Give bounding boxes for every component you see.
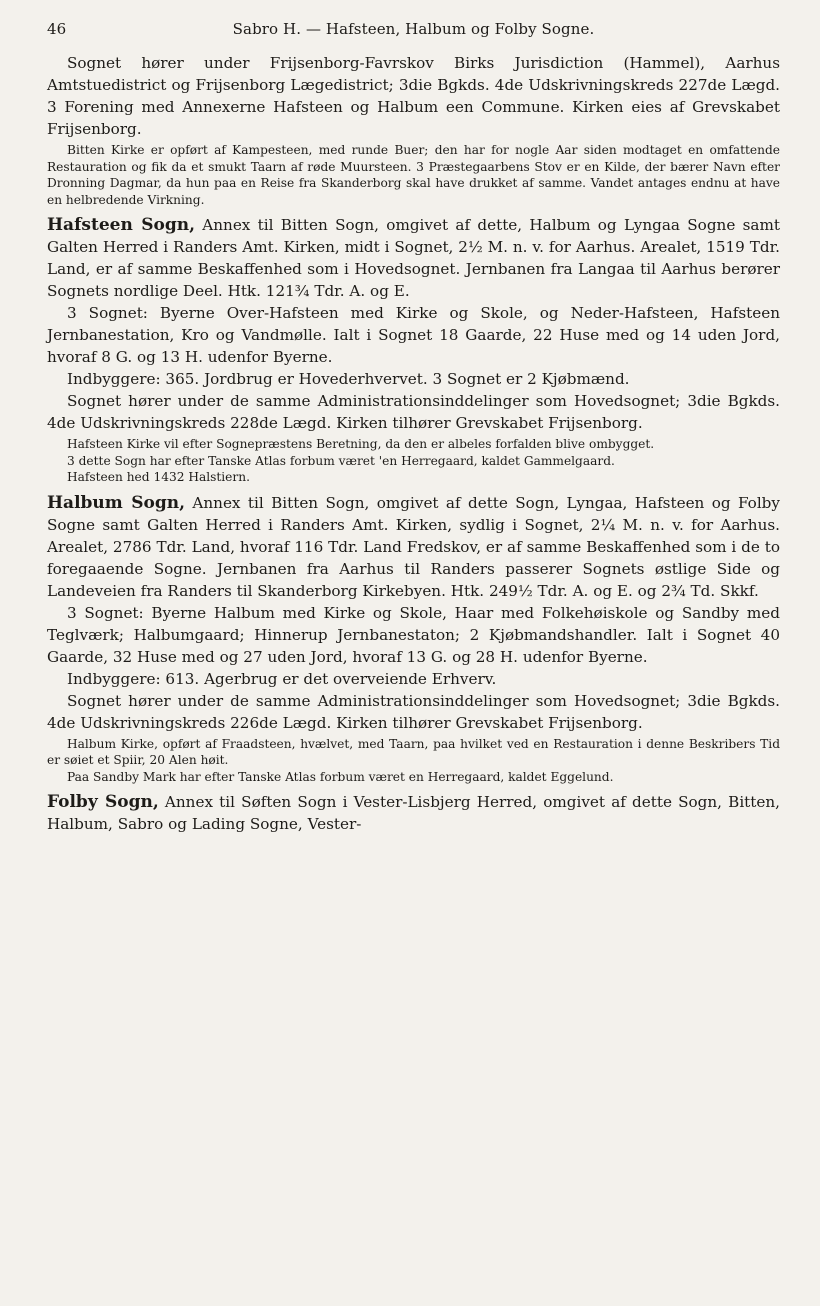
hafsteen-headword: Hafsteen Sogn, bbox=[47, 215, 195, 235]
hafsteen-villages-paragraph: 3 Sognet: Byerne Over-Hafsteen med Kirke og Skole, og Neder-Hafsteen, Hafsteen Jernbanestation, Kro og Vandmølle. Ialt i Sognet 18 Gaarde, 22 Huse med og 14 uden Jord, hvoraf 8 G. og 13 H. udenfor Byerne. bbox=[47, 304, 780, 366]
page-header bbox=[47, 18, 780, 44]
page-body bbox=[47, 52, 780, 835]
hafsteen-entry-text: Annex til Bitten Sogn, omgivet af dette, Halbum og Lyngaa Sogne samt Galten Herred i Randers Amt. Kirken, midt i Sognet, 2½ M. n. v. for Aarhus. Arealet, 1519 Tdr. Land, er af samme Beskaffenhed som i Hovedsognet. Jernbanen fra Langaa til Aarhus berører Sognets nordlige Deel. Htk. 121¾ Tdr. A. og E. bbox=[47, 216, 780, 300]
running-title: Sabro H. — Hafsteen, Halbum og Folby Sogne. bbox=[232, 20, 595, 38]
hafsteen-manor-note: 3 dette Sogn har efter Tanske Atlas forbum været 'en Herregaard, kaldet Gammelgaard. bbox=[67, 453, 615, 468]
hafsteen-admin-paragraph: Sognet hører under de samme Administrationsinddelinger som Hovedsognet; 3die Bgkds. 4de Udskrivningskreds 228de Lægd. Kirken tilhører Grevskabet Frijsenborg. bbox=[47, 392, 780, 432]
halbum-villages-paragraph: 3 Sognet: Byerne Halbum med Kirke og Skole, Haar med Folkehøiskole og Sandby med Teglværk; Halbumgaard; Hinnerup Jernbanestaton; 2 Kjøbmandshandler. Ialt i Sognet 40 Gaarde, 32 Huse med og 27 uden Jord, hvoraf 13 G. og 28 H. udenfor Byerne. bbox=[47, 603, 780, 666]
halbum-church-note: Halbum Kirke, opført af Fraadsteen, hvælvet, med Taarn, paa hvilket ved en Restauration i denne Beskribers Tid er søiet et Spiir, 20 Alen høit. bbox=[47, 736, 780, 767]
hafsteen-population-paragraph: Indbyggere: 365. Jordbrug er Hovederhvervet. 3 Sognet er 2 Kjøbmænd. bbox=[67, 370, 630, 388]
halbum-population-paragraph: Indbyggere: 613. Agerbrug er det overveiende Erhverv. bbox=[67, 669, 497, 688]
halbum-entry-text: Annex til Bitten Sogn, omgivet af dette Sogn, Lyngaa, Hafsteen og Folby Sogne samt Galten Herred i Randers Amt. Kirken, sydlig i Sognet, 2¼ M. n. v. for Aarhus. Arealet, 2786 Tdr. Land, hvoraf 116 Tdr. Land Fredskov, er af samme Beskaffenhed som i de to foregaaende Sogne. Jernbanen fra Aarhus til Randers passerer Sognets østlige Side og Landeveien fra Randers til Skanderborg Kirkebyen. Htk. 249½ Tdr. A. og E. og 2¾ Td. Skkf. bbox=[47, 493, 780, 600]
halbum-entry bbox=[47, 492, 780, 602]
halbum-admin-paragraph: Sognet hører under de samme Administrationsinddelinger som Hovedsognet; 3die Bgkds. 4de Udskrivningskreds 226de Lægd. Kirken tilhører Grevskabet Frijsenborg. bbox=[47, 691, 780, 732]
hafsteen-name-note: Hafsteen hed 1432 Halstiern. bbox=[67, 470, 250, 484]
halbum-manor-note: Paa Sandby Mark har efter Tanske Atlas forbum været en Herregaard, kaldet Eggelund. bbox=[67, 769, 614, 784]
folby-entry-text: Annex til Søften Sogn i Vester-Lisbjerg Herred, omgivet af dette Sogn, Bitten, Halbum, Sabro og Lading Sogne, Vester- bbox=[47, 793, 780, 833]
bitten-admin-paragraph: Sognet hører under Frijsenborg-Favrskov Birks Jurisdiction (Hammel), Aarhus Amtstuedistrict og Frijsenborg Lægedistrict; 3die Bgkds. 4de Udskrivningskreds 227de Lægd. 3 Forening med Annexerne Hafsteen og Halbum een Commune. Kirken eies af Grevskabet Frijsenborg. bbox=[47, 54, 780, 138]
halbum-headword: Halbum Sogn, bbox=[47, 492, 186, 513]
bitten-church-note: Bitten Kirke er opført af Kampesteen, med runde Buer; den har for nogle Aar siden modtaget en omfattende Restauration og fik da et smukt Taarn af røde Muursteen. 3 Præstegaarbens Stov er en Kilde, der bærer Navn efter Dronning Dagmar, da hun paa en Reise fra Skanderborg skal have drukket af samme. Vandet antages endnu at have en helbredende Virkning. bbox=[47, 143, 780, 207]
folby-entry bbox=[47, 791, 780, 835]
hafsteen-church-note: Hafsteen Kirke vil efter Sognepræstens Beretning, da den er albeles forfalden blive ombygget. bbox=[67, 437, 655, 451]
page-number: 46 bbox=[47, 20, 67, 38]
hafsteen-entry bbox=[47, 214, 780, 302]
folby-headword: Folby Sogn, bbox=[47, 792, 159, 812]
